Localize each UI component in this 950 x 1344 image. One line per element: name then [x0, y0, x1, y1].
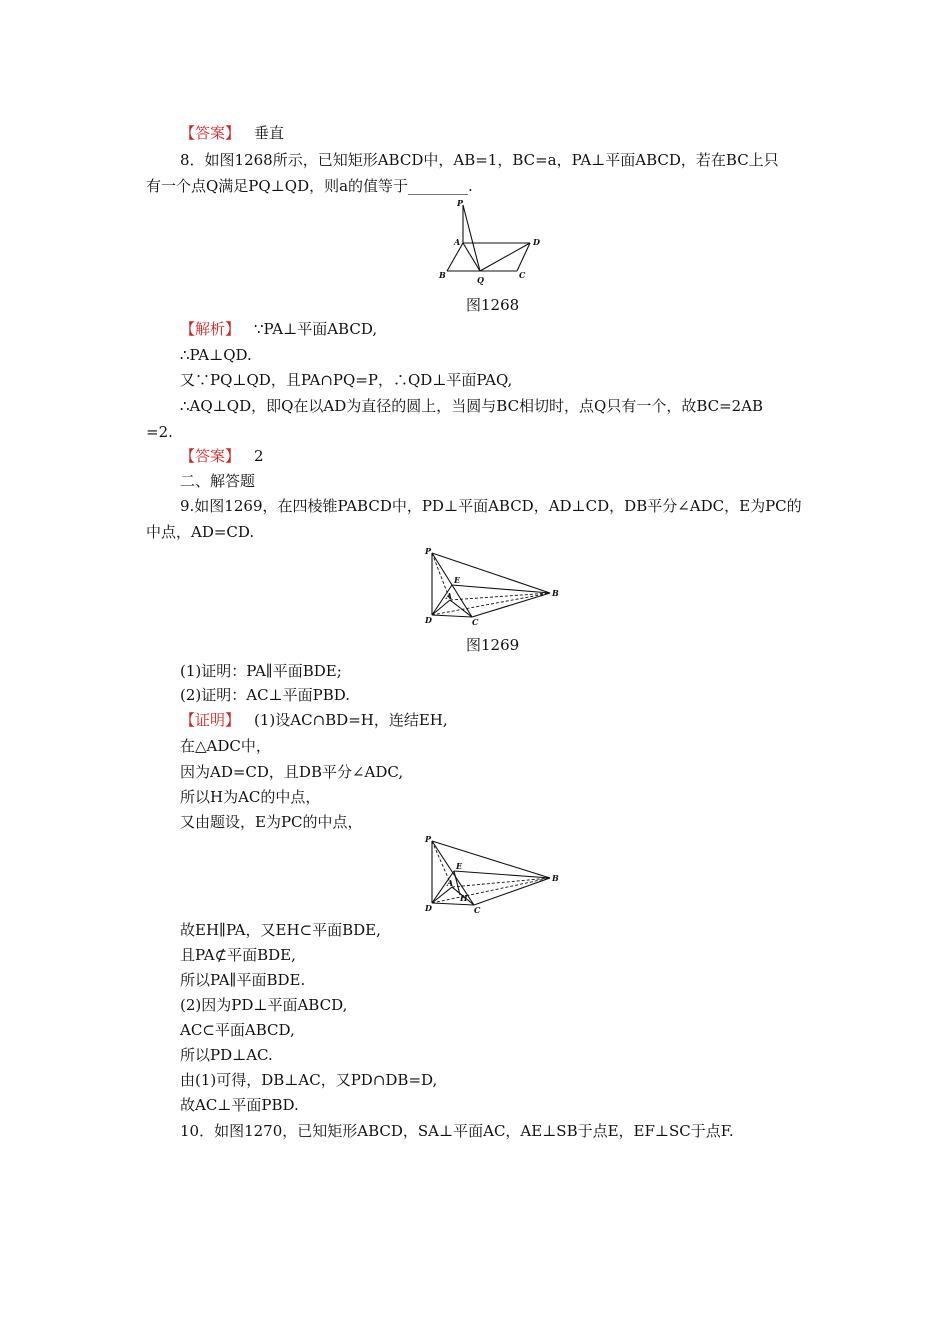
analysis-tag: 【解析】 [180, 320, 241, 338]
label-P: P [425, 834, 432, 844]
q9-line-2: 中点，AD=CD. [146, 523, 255, 541]
proof-line-12: 由(1)可得，DB⊥AC，又PD∩DB=D, [180, 1071, 438, 1089]
label-D: D [425, 903, 432, 913]
label-H: H [460, 893, 468, 903]
label-E: E [456, 861, 463, 871]
proof-line-3: 因为AD=CD，且DB平分∠ADC, [180, 763, 404, 781]
proof-line-6: 故EH∥PA，又EH⊂平面BDE, [180, 921, 381, 939]
label-E: E [454, 575, 461, 585]
proof-line-8: 所以PA∥平面BDE. [180, 971, 306, 989]
proof-line-4: 所以H为AC的中点， [180, 788, 321, 806]
label-C: C [472, 617, 479, 627]
answer-line-2: 【答案】 2 [180, 447, 264, 465]
label-B: B [552, 873, 559, 883]
label-C: C [474, 905, 481, 915]
q9-part-1: (1)证明：PA∥平面BDE; [180, 662, 342, 680]
answer-tag: 【答案】 [180, 124, 241, 142]
label-A: A [446, 591, 453, 601]
q9-part-2: (2)证明：AC⊥平面PBD. [180, 686, 351, 704]
figure-1269 [422, 545, 572, 630]
label-B: B [552, 588, 559, 598]
proof-line-7: 且PA⊄平面BDE, [180, 946, 296, 964]
analysis-line-5: =2. [146, 423, 173, 441]
proof-line-5: 又由题设，E为PC的中点， [180, 813, 363, 831]
proof-tag: 【证明】 [180, 711, 241, 729]
label-P: P [425, 546, 432, 556]
label-Q: Q [477, 275, 484, 285]
q9-line-1: 9.如图1269，在四棱锥PABCD中，PD⊥平面ABCD，AD⊥CD，DB平分∠ADC，E为PC的 [180, 497, 802, 515]
proof-line-2: 在△ADC中， [180, 737, 271, 755]
analysis-line-1: 【解析】 ∵PA⊥平面ABCD, [180, 320, 378, 338]
label-C: C [519, 270, 526, 280]
analysis-line-4: ∴AQ⊥QD，即Q在以AD为直径的圆上，当圆与BC相切时，点Q只有一个，故BC=2AB [180, 397, 764, 415]
figure-1268 [435, 195, 555, 290]
label-A: A [447, 878, 454, 888]
label-D: D [533, 237, 540, 247]
label-A: A [454, 237, 461, 247]
proof-line-13: 故AC⊥平面PBD. [180, 1096, 299, 1114]
answer-line-1: 【答案】 垂直 [180, 124, 285, 142]
caption-1269: 图1269 [466, 636, 520, 654]
q8-line-2: 有一个点Q满足PQ⊥QD，则a的值等于________. [146, 177, 473, 195]
q10-line-1: 10．如图1270，已知矩形ABCD，SA⊥平面AC，AE⊥SB于点E，EF⊥SC于点F. [180, 1122, 734, 1140]
caption-1268: 图1268 [466, 296, 520, 314]
proof-line-11: 所以PD⊥AC. [180, 1046, 273, 1064]
section-heading: 二、解答题 [180, 472, 256, 490]
label-B: B [439, 270, 446, 280]
proof-line-9: (2)因为PD⊥平面ABCD, [180, 996, 348, 1014]
figure-proof [422, 833, 572, 918]
proof-line-10: AC⊂平面ABCD, [180, 1021, 295, 1039]
label-P: P [457, 198, 464, 208]
label-D: D [425, 615, 432, 625]
analysis-line-2: ∴PA⊥QD. [180, 346, 252, 364]
answer-tag-2: 【答案】 [180, 447, 241, 465]
q8-line-1: 8．如图1268所示，已知矩形ABCD中，AB=1，BC=a，PA⊥平面ABCD，若在BC上只 [180, 151, 779, 169]
analysis-line-3: 又∵PQ⊥QD，且PA∩PQ=P，∴QD⊥平面PAQ, [180, 371, 513, 389]
proof-line-1: 【证明】 (1)设AC∩BD=H，连结EH, [180, 711, 448, 729]
